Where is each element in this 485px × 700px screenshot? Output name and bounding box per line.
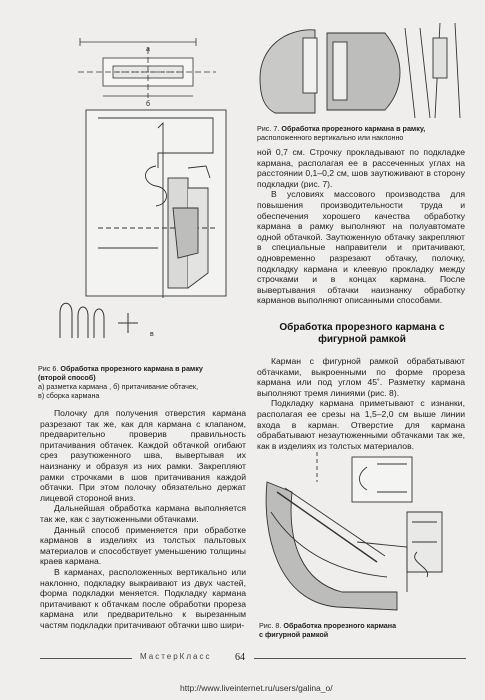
left-paragraph-4: В карманах, расположенных вертикально или наклонно, подкладку выкраивают из двух частей, форма подкладки меняется. Подкладку кармана притачивают к обтачкам после обработки прореза кармана или предварительно к вырезанным частям подкладки притачивают обтачки шво шири-: [40, 566, 246, 630]
fig6-caption: [38, 364, 244, 400]
footer-rule-right: [254, 658, 466, 659]
fig6-label-v: в: [150, 331, 154, 338]
right-column-text: [257, 147, 465, 306]
figure-6-drawing: [38, 18, 244, 363]
left-paragraph-3: Данный способ применяется при обработке карманов в изделиях из толстых пальтовых материалов и способствует уменьшению толщины краев кармана.: [40, 524, 246, 567]
right-paragraph-1: ной 0,7 см. Строчку прокладывают по подкладке кармана, располагая ее в рассеченных углах на расстоянии 0,1–0,2 см, шов заутюживают в сторону подкладки (рис. 7).: [257, 147, 465, 189]
fig8-caption-prefix: Рис. 8.: [259, 621, 282, 630]
left-paragraph-2: Дальнейшая обработка кармана выполняется так же, как с заутюженными обтачками.: [40, 503, 246, 524]
fig7-garment-sketch: [405, 23, 460, 118]
figure-7: [255, 18, 465, 122]
footer-rule-left: [40, 658, 132, 659]
page-number: 64: [235, 652, 245, 663]
fig6-caption-line2: в) сборка кармана: [38, 391, 100, 400]
fig6-caption-line1: а) разметка кармана , б) притачивание обтачек,: [38, 382, 199, 391]
fig6-caption-title: Обработка прорезного кармана в рамку: [60, 364, 203, 373]
page-footer: [0, 652, 485, 682]
fig6-caption-prefix: Рис 6.: [38, 364, 59, 373]
section-heading: [262, 322, 462, 346]
fig6-parts-diagram: [60, 303, 138, 338]
fig6-caption-title2: (второй способ): [38, 373, 96, 382]
footer-brand: МастерКласс: [140, 652, 212, 661]
figure-8: [257, 452, 465, 618]
section-paragraph-1: Карман с фигурной рамкой обрабатывают обтачками, выкроенными по форме прореза кармана или под углом 45˚. Разметку кармана выполняют тремя линиями (рис. 8).: [257, 356, 465, 398]
fig8-caption-title: Обработка прорезного кармана: [283, 621, 397, 630]
section-text: [257, 356, 465, 451]
watermark-url: http://www.liveinternet.ru/users/galina_o/: [180, 683, 333, 693]
figure-7-drawing: [255, 18, 465, 122]
fig7-caption: [257, 124, 467, 142]
fig7-caption-title: Обработка прорезного кармана в рамку,: [281, 124, 426, 133]
fig7-caption-prefix: Рис. 7.: [257, 124, 280, 133]
right-paragraph-2: В условиях массового производства для повышения производительности труда и обеспечения хорошего качества обработку кармана в рамку выполняют на полуавтомате одной обтачкой. Заутюженную обтачку закрепляют в специальные направители и притачивают, одновременно разрезают обтачку, полочку, подкладку кармана и клеевую прокладку между строчками и в концах кармана. После вывертывания обтачки наизнанку обработку карманов выполняют описанными способами.: [257, 189, 465, 306]
figure-8-drawing: [257, 452, 465, 618]
left-paragraph-1: Полочку для получения отверстия кармана разрезают так же, как для кармана с клапаном, предварительно проверив правильность притачивания обтачек. Каждой обтачкой огибают срез разутюженного шва, вывертывая их наизнанку и образуя из них рамки. Закрепляют рамки строчками в шов притачивания каждой обтачки. При этом полочку обязательно держат лицевой стороной вниз.: [40, 408, 246, 503]
fig8-caption: [259, 621, 465, 639]
section-paragraph-2: Подкладку кармана приметывают с изнанки, располагая ее срезы на 1,5–2,0 см выше линии входа в карман. Отверстие для кармана обрабатывают незаутюженными обтачками так же, как в изделиях из толстых материалов.: [257, 398, 465, 451]
figure-6: [38, 18, 244, 363]
fig6-label-a: а: [146, 46, 150, 53]
fig7-caption-line2: расположенного вертикально или наклонно: [257, 133, 404, 142]
fig6-assembly-diagram: [86, 110, 226, 298]
section-heading-text: Обработка прорезного кармана с фигурной рамкой: [279, 322, 445, 345]
left-column-text: [40, 408, 246, 630]
fig6-label-b: б: [146, 101, 151, 108]
fig8-caption-title2: с фигурной рамкой: [259, 630, 329, 639]
